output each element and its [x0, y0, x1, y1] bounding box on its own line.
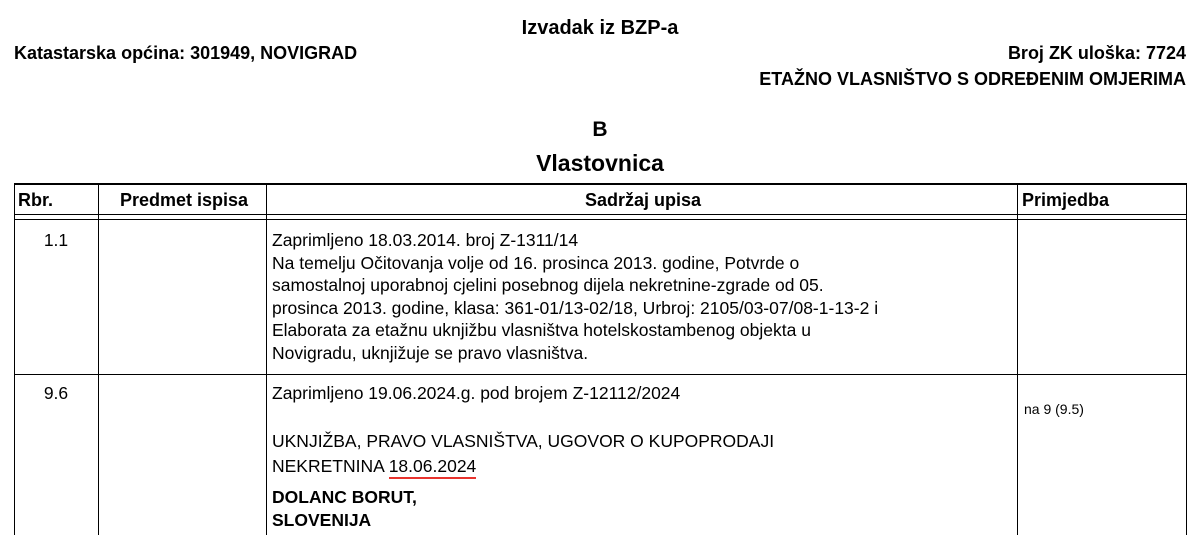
cadastral-municipality: Katastarska općina: 301949, NOVIGRAD	[14, 43, 358, 63]
table-right-border	[1186, 183, 1187, 535]
entry-registration-prefix: NEKRETNINA	[272, 456, 389, 476]
entry-text-line: samostalnoj uporabnoj cjelini posebnog dijela nekretnine-zgrade od 05.	[272, 275, 824, 295]
row-number: 1.1	[43, 230, 69, 250]
header-double-border	[14, 219, 1187, 220]
entry-date-underlined: 18.06.2024	[389, 456, 477, 479]
row-number: 9.6	[43, 383, 69, 403]
entry-text-line: Na temelju Očitovanja volje od 16. prosinca 2013. godine, Potvrde o	[272, 252, 800, 273]
entry-registration-line	[272, 455, 476, 479]
header-rbr: Rbr.	[18, 190, 54, 210]
zk-number: Broj ZK uloška: 7724	[1007, 43, 1186, 63]
entry-text-line: Elaborata za etažnu uknjižbu vlasništva hotelskostambenog objekta u	[272, 320, 811, 340]
column-divider-rbr	[98, 183, 99, 535]
entry-received-line: Zaprimljeno 18.03.2014. broj Z-1311/14	[272, 230, 579, 250]
entry-registration-line: UKNJIŽBA, PRAVO VLASNIŠTVA, UGOVOR O KUPOPRODAJI	[272, 431, 775, 451]
column-divider-sadrzaj	[1017, 183, 1018, 535]
table-top-border	[14, 183, 1187, 185]
entry-text-line: Novigradu, uknjižuje se pravo vlasništva.	[272, 342, 589, 363]
header-bottom-border	[14, 214, 1187, 215]
entry-received-line: Zaprimljeno 19.06.2024.g. pod brojem Z-12112/2024	[272, 383, 681, 403]
owner-name: DOLANC BORUT,	[272, 487, 417, 507]
header-sadrzaj-upisa: Sadržaj upisa	[584, 190, 702, 210]
document-title: Izvadak iz BZP-a	[521, 17, 679, 39]
section-letter: B	[592, 118, 608, 141]
owner-country: SLOVENIJA	[272, 510, 372, 530]
ownership-type: ETAŽNO VLASNIŠTVO S ODREĐENIM OMJERIMA	[759, 69, 1186, 89]
entry-text-line: prosinca 2013. godine, klasa: 361-01/13-02/18, Urbroj: 2105/03-07/08-1-13-2 i	[272, 297, 879, 318]
column-divider-predmet	[266, 183, 267, 535]
header-predmet-ispisa: Predmet ispisa	[119, 190, 249, 210]
row-divider	[14, 374, 1187, 375]
header-primjedba: Primjedba	[1022, 190, 1110, 210]
section-title: Vlastovnica	[536, 150, 664, 176]
entry-remark: na 9 (9.5)	[1024, 401, 1084, 417]
